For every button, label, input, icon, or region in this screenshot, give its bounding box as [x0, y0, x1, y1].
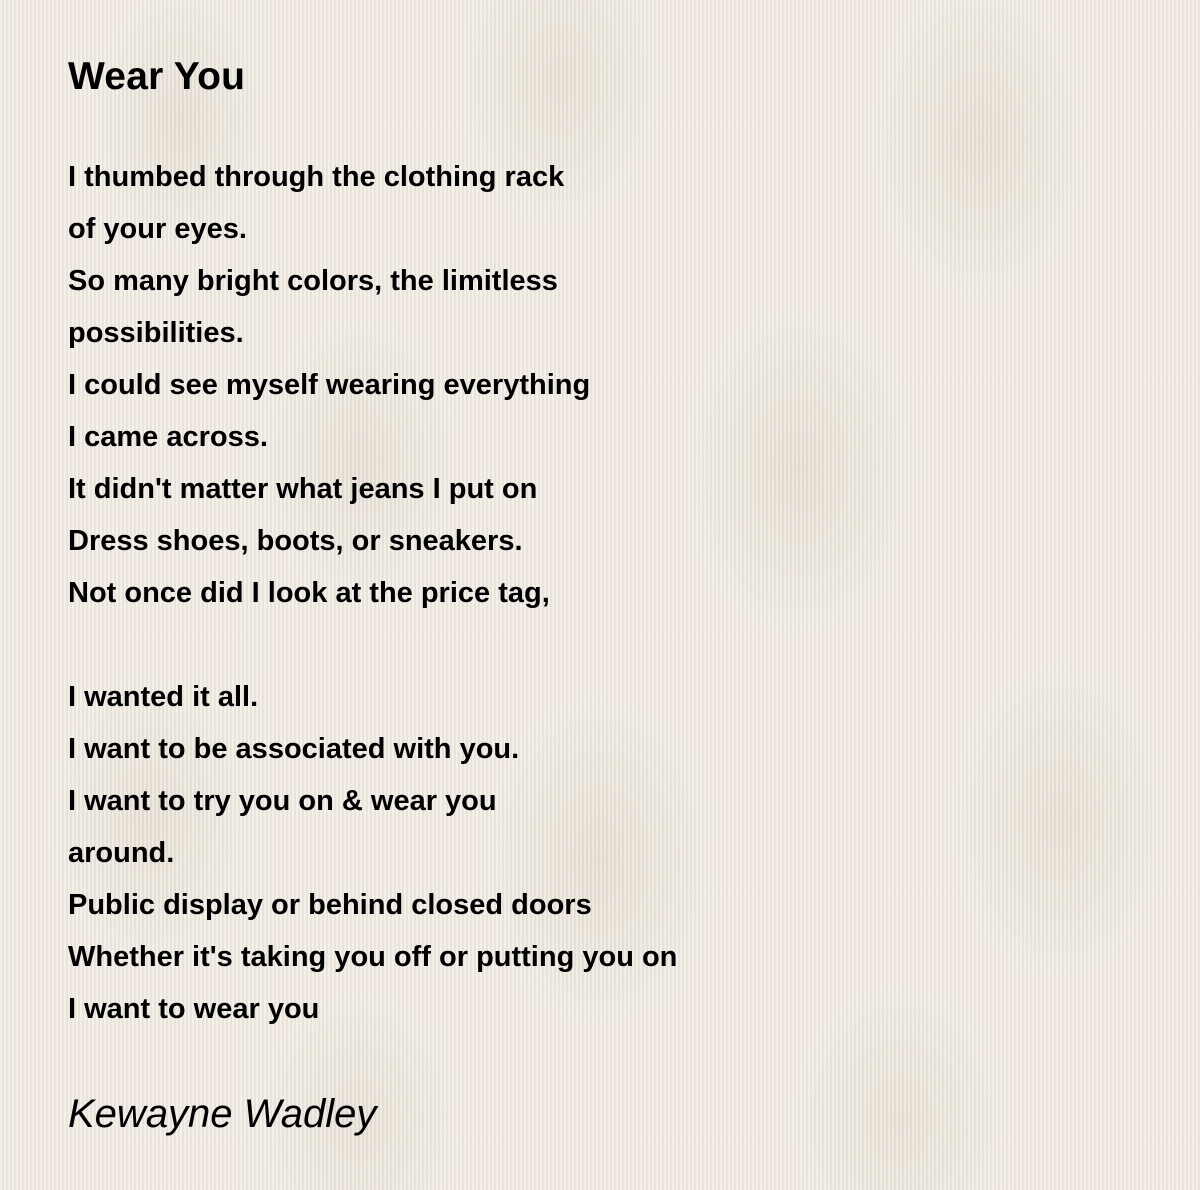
poem-title: Wear You [68, 55, 246, 98]
poem-author: Kewayne Wadley [68, 1092, 377, 1136]
poem-line: Not once did I look at the price tag, [68, 577, 550, 609]
poem-line: I want to try you on & wear you [68, 785, 497, 817]
poem-line: Dress shoes, boots, or sneakers. [68, 525, 523, 557]
poem-line: It didn't matter what jeans I put on [68, 473, 538, 505]
poem-line: possibilities. [68, 317, 244, 349]
stanza-2 [68, 671, 1148, 1035]
poem-line: I thumbed through the clothing rack [68, 161, 565, 193]
stanza-1 [68, 151, 1148, 619]
poem-line: I wanted it all. [68, 681, 259, 713]
poem-line: I want to wear you [68, 993, 320, 1025]
poem-line: Whether it's taking you off or putting you on [68, 941, 678, 973]
poem-line: around. [68, 837, 175, 869]
poem-line: I could see myself wearing everything [68, 369, 591, 401]
poem-line: of your eyes. [68, 213, 247, 245]
poem-container [68, 52, 1148, 1035]
poem-line: I came across. [68, 421, 268, 453]
poem-line: So many bright colors, the limitless [68, 265, 558, 297]
poem-line: I want to be associated with you. [68, 733, 520, 765]
poem-line: Public display or behind closed doors [68, 889, 592, 921]
poem-body [68, 151, 1148, 1035]
